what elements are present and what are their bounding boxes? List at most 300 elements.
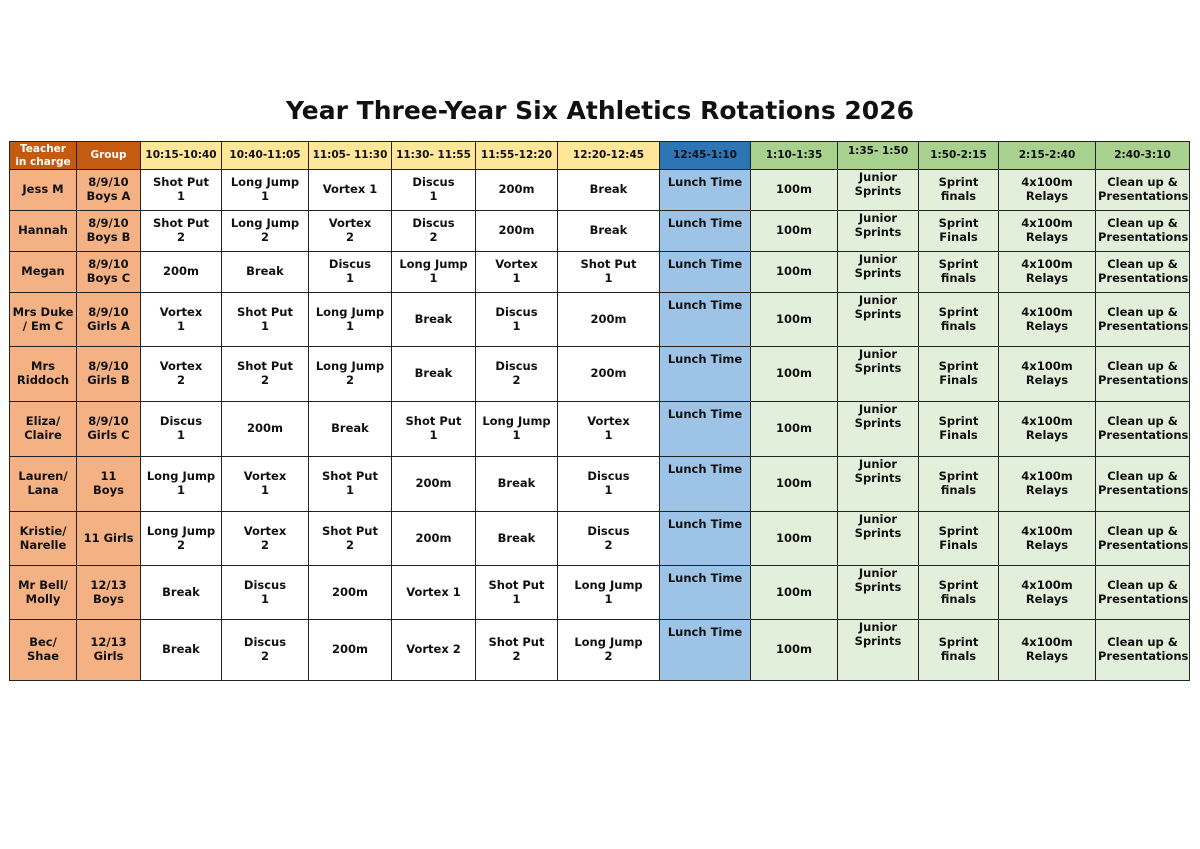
header-label: 11:55-12:20	[480, 149, 553, 162]
cell-junior-sprints-text: Junior Sprints	[854, 566, 902, 594]
cell-activity-text: Long Jump 1	[315, 304, 385, 333]
cell-activity-text: Discus 1	[412, 175, 455, 204]
cell-activity	[141, 252, 222, 293]
cell-activity	[392, 211, 476, 252]
cell-teacher-text: Bec/ Shae	[26, 635, 60, 664]
cell-100m-text: 100m	[776, 366, 812, 381]
cell-teacher	[10, 457, 77, 512]
cell-teacher	[10, 211, 77, 252]
cell-activity	[558, 293, 660, 347]
cell-activity	[558, 457, 660, 512]
cell-lunch-text: Lunch Time	[667, 257, 743, 272]
cell-relays-text: 4x100m Relays	[1021, 216, 1073, 245]
cell-junior-sprints-text: Junior Sprints	[854, 211, 902, 239]
cell-activity-text: Shot Put 2	[237, 359, 293, 388]
cell-junior-sprints	[838, 457, 919, 512]
cell-cleanup-text: Clean up & Presentations	[1098, 304, 1189, 333]
table-row	[10, 170, 1190, 211]
cell-junior-sprints-text: Junior Sprints	[854, 457, 902, 485]
cell-lunch	[660, 566, 751, 620]
cell-junior-sprints	[838, 347, 919, 402]
cell-group	[77, 402, 141, 457]
cell-activity-text: Vortex 1	[322, 182, 378, 197]
cell-lunch	[660, 252, 751, 293]
cell-teacher	[10, 512, 77, 566]
cell-activity-text: Break	[331, 421, 369, 436]
header-label: 2:40-3:10	[1114, 149, 1171, 162]
cell-cleanup	[1096, 566, 1190, 620]
cell-junior-sprints-text: Junior Sprints	[854, 252, 902, 280]
cell-junior-sprints	[838, 566, 919, 620]
cell-sprint-finals	[919, 170, 999, 211]
cell-teacher-text: Hannah	[18, 223, 68, 238]
header-junior-time	[838, 142, 919, 170]
cell-junior-sprints-text: Junior Sprints	[854, 512, 902, 540]
cell-activity-text: Vortex 2	[243, 523, 287, 552]
table-row	[10, 211, 1190, 252]
cell-teacher-text: Lauren/ Lana	[18, 469, 68, 498]
cell-teacher	[10, 566, 77, 620]
cell-group	[77, 566, 141, 620]
cell-100m-text: 100m	[776, 421, 812, 436]
cell-activity-text: Vortex 1	[587, 414, 630, 443]
cell-sprint-finals	[919, 211, 999, 252]
cell-teacher-text: Megan	[21, 264, 65, 279]
page-title: Year Three-Year Six Athletics Rotations 2026	[286, 96, 914, 125]
cell-activity	[392, 402, 476, 457]
header-slot-5	[476, 142, 558, 170]
cell-activity	[558, 252, 660, 293]
cell-activity-text: Shot Put 1	[405, 414, 462, 443]
cell-cleanup-text: Clean up & Presentations	[1098, 175, 1189, 204]
cell-cleanup	[1096, 620, 1190, 681]
cell-cleanup	[1096, 211, 1190, 252]
cell-activity	[309, 170, 392, 211]
cell-activity	[476, 620, 558, 681]
cell-group	[77, 512, 141, 566]
cell-group-text: 11 Girls	[83, 530, 134, 545]
cell-activity-text: 200m	[498, 182, 535, 197]
cell-cleanup	[1096, 512, 1190, 566]
cell-sprint-finals	[919, 252, 999, 293]
cell-activity-text: Break	[589, 182, 628, 197]
cell-100m-text: 100m	[776, 476, 812, 491]
cell-activity	[222, 457, 309, 512]
cell-junior-sprints	[838, 170, 919, 211]
cell-activity-text: Vortex 1	[243, 469, 287, 498]
cell-100m-text: 100m	[776, 223, 812, 238]
cell-activity-text: Discus 1	[587, 469, 630, 498]
cell-activity-text: Discus 1	[243, 577, 287, 606]
cell-cleanup	[1096, 170, 1190, 211]
cell-activity	[141, 566, 222, 620]
cell-sprint-finals-text: Sprint Finals	[938, 216, 979, 245]
header-slot-4	[392, 142, 476, 170]
cell-activity	[309, 457, 392, 512]
cell-100m	[751, 512, 838, 566]
cell-100m-text: 100m	[776, 182, 812, 197]
cell-sprint-finals	[919, 402, 999, 457]
table-row	[10, 566, 1190, 620]
cell-activity-text: Vortex 2	[328, 216, 372, 245]
cell-lunch-text: Lunch Time	[667, 625, 743, 640]
cell-sprint-finals	[919, 512, 999, 566]
cell-activity-text: Discus 2	[587, 523, 630, 552]
cell-relays-text: 4x100m Relays	[1021, 175, 1073, 204]
cell-activity-text: Long Jump 1	[230, 175, 300, 204]
cell-lunch-text: Lunch Time	[667, 407, 743, 422]
header-slot-3	[309, 142, 392, 170]
cell-teacher-text: Kristie/ Narelle	[19, 523, 67, 552]
cell-sprint-finals	[919, 566, 999, 620]
table-row	[10, 402, 1190, 457]
cell-sprint-finals	[919, 457, 999, 512]
cell-sprint-finals-text: Sprint Finals	[938, 414, 979, 443]
cell-sprint-finals-text: Sprint Finals	[938, 359, 979, 388]
cell-100m	[751, 402, 838, 457]
cell-activity	[222, 620, 309, 681]
cell-relays	[999, 252, 1096, 293]
cell-cleanup	[1096, 347, 1190, 402]
cell-cleanup-text: Clean up & Presentations	[1098, 577, 1189, 606]
cell-group-text: 11 Boys	[92, 469, 124, 498]
cell-sprint-finals-text: Sprint finals	[938, 175, 979, 204]
cell-lunch	[660, 293, 751, 347]
cell-activity	[141, 347, 222, 402]
header-label: 12:20-12:45	[572, 149, 645, 162]
cell-junior-sprints	[838, 402, 919, 457]
cell-lunch-text: Lunch Time	[667, 517, 743, 532]
cell-activity-text: Shot Put 1	[322, 469, 378, 498]
cell-activity	[476, 566, 558, 620]
cell-lunch-text: Lunch Time	[667, 216, 743, 231]
cell-activity-text: Break	[414, 311, 453, 326]
cell-group-text: 8/9/10 Girls A	[87, 304, 130, 333]
cell-100m-text: 100m	[776, 642, 812, 657]
cell-activity-text: 200m	[415, 530, 452, 545]
cell-100m-text: 100m	[776, 584, 812, 599]
cell-activity	[476, 457, 558, 512]
cell-100m	[751, 252, 838, 293]
header-sprint-time	[919, 142, 999, 170]
cell-sprint-finals	[919, 620, 999, 681]
cell-relays	[999, 211, 1096, 252]
cell-activity	[476, 170, 558, 211]
cell-activity-text: Shot Put 2	[153, 216, 209, 245]
header-group	[77, 142, 141, 170]
cell-activity-text: Discus 2	[243, 635, 287, 664]
header-slot-1	[141, 142, 222, 170]
cell-lunch	[660, 457, 751, 512]
cell-teacher-text: Mr Bell/ Molly	[18, 577, 68, 606]
cell-activity	[222, 402, 309, 457]
cell-cleanup-text: Clean up & Presentations	[1098, 257, 1189, 286]
cell-activity-text: Discus 1	[328, 257, 372, 286]
cell-relays-text: 4x100m Relays	[1021, 577, 1073, 606]
cell-activity-text: Long Jump 2	[230, 216, 300, 245]
cell-group-text: 8/9/10 Girls C	[87, 414, 130, 443]
cell-cleanup-text: Clean up & Presentations	[1098, 414, 1189, 443]
cell-activity-text: 200m	[163, 264, 199, 279]
cell-activity-text: 200m	[247, 421, 283, 436]
cell-activity-text: Vortex 1	[159, 304, 203, 333]
cell-activity	[309, 252, 392, 293]
table-body	[10, 170, 1190, 681]
cell-junior-sprints-text: Junior Sprints	[854, 402, 902, 430]
cell-activity-text: 200m	[590, 311, 627, 326]
cell-activity-text: Break	[246, 264, 284, 279]
cell-activity-text: Vortex 2	[406, 642, 461, 657]
cell-activity	[141, 211, 222, 252]
cell-activity	[392, 457, 476, 512]
cell-group-text: 8/9/10 Boys C	[86, 257, 131, 286]
table-row	[10, 512, 1190, 566]
cell-activity-text: Vortex 1	[406, 584, 461, 599]
cell-teacher	[10, 252, 77, 293]
cell-activity	[141, 293, 222, 347]
cell-group	[77, 620, 141, 681]
cell-activity	[476, 347, 558, 402]
cell-activity	[392, 293, 476, 347]
cell-lunch	[660, 402, 751, 457]
cell-activity	[558, 211, 660, 252]
cell-relays	[999, 402, 1096, 457]
cell-relays-text: 4x100m Relays	[1021, 257, 1073, 286]
cell-activity	[476, 293, 558, 347]
cell-teacher	[10, 402, 77, 457]
cell-100m	[751, 457, 838, 512]
cell-activity	[222, 293, 309, 347]
cell-activity	[222, 347, 309, 402]
cell-cleanup	[1096, 252, 1190, 293]
cell-sprint-finals-text: Sprint finals	[938, 304, 979, 333]
cell-lunch	[660, 211, 751, 252]
cell-100m-text: 100m	[776, 264, 812, 279]
cell-cleanup-text: Clean up & Presentations	[1098, 635, 1189, 664]
cell-sprint-finals-text: Sprint finals	[938, 635, 979, 664]
cell-activity-text: Break	[589, 223, 628, 238]
cell-activity-text: Vortex 2	[159, 359, 203, 388]
header-label: 1:10-1:35	[765, 149, 823, 162]
cell-group	[77, 347, 141, 402]
header-teacher	[10, 142, 77, 170]
cell-activity-text: Discus 2	[495, 359, 538, 388]
cell-activity	[558, 402, 660, 457]
cell-group-text: 8/9/10 Boys B	[86, 216, 131, 245]
cell-activity-text: Long Jump 2	[315, 359, 385, 388]
cell-junior-sprints-text: Junior Sprints	[854, 347, 902, 375]
cell-activity-text: Long Jump 2	[146, 523, 216, 552]
header-cleanup-time	[1096, 142, 1190, 170]
cell-lunch-text: Lunch Time	[667, 462, 743, 477]
cell-relays	[999, 566, 1096, 620]
cell-sprint-finals-text: Sprint Finals	[938, 523, 979, 552]
cell-activity	[222, 211, 309, 252]
cell-activity	[558, 170, 660, 211]
cell-activity-text: Shot Put 1	[153, 175, 209, 204]
cell-group	[77, 211, 141, 252]
cell-activity	[392, 512, 476, 566]
cell-relays	[999, 512, 1096, 566]
cell-lunch	[660, 170, 751, 211]
cell-100m	[751, 566, 838, 620]
cell-lunch-text: Lunch Time	[667, 352, 743, 367]
cell-activity	[309, 402, 392, 457]
cell-100m	[751, 211, 838, 252]
cell-activity-text: Break	[162, 584, 200, 599]
cell-group	[77, 170, 141, 211]
header-label: 2:15-2:40	[1018, 149, 1076, 162]
cell-sprint-finals-text: Sprint finals	[938, 469, 979, 498]
cell-lunch	[660, 620, 751, 681]
table-row	[10, 293, 1190, 347]
cell-relays	[999, 293, 1096, 347]
cell-junior-sprints-text: Junior Sprints	[854, 620, 902, 648]
cell-activity	[141, 402, 222, 457]
cell-activity	[141, 620, 222, 681]
table-row	[10, 457, 1190, 512]
cell-cleanup	[1096, 457, 1190, 512]
cell-activity-text: Long Jump 1	[399, 257, 468, 286]
cell-relays	[999, 620, 1096, 681]
table-row	[10, 620, 1190, 681]
cell-teacher-text: Mrs Duke / Em C	[12, 304, 74, 333]
cell-100m	[751, 347, 838, 402]
cell-activity	[141, 170, 222, 211]
header-label: 1:35- 1:50	[847, 145, 909, 157]
header-label: 10:40-11:05	[229, 149, 301, 162]
cell-relays-text: 4x100m Relays	[1021, 414, 1073, 443]
header-slot-2	[222, 142, 309, 170]
cell-100m	[751, 620, 838, 681]
cell-relays	[999, 170, 1096, 211]
cell-activity	[309, 512, 392, 566]
cell-activity-text: Break	[414, 366, 453, 381]
cell-activity	[141, 512, 222, 566]
cell-activity	[476, 402, 558, 457]
cell-relays-text: 4x100m Relays	[1021, 359, 1073, 388]
cell-junior-sprints-text: Junior Sprints	[854, 170, 902, 198]
header-label: Group	[90, 149, 127, 162]
cell-group-text: 8/9/10 Boys A	[86, 175, 131, 204]
cell-activity-text: Shot Put 1	[488, 577, 545, 606]
cell-activity-text: Shot Put 2	[488, 635, 545, 664]
cell-group	[77, 252, 141, 293]
cell-activity-text: Shot Put 1	[237, 304, 293, 333]
cell-activity-text: Long Jump 1	[146, 469, 216, 498]
cell-cleanup-text: Clean up & Presentations	[1098, 469, 1189, 498]
cell-teacher-text: Jess M	[22, 182, 64, 197]
header-label: 11:30- 11:55	[396, 149, 471, 162]
cell-activity-text: Shot Put 1	[580, 257, 637, 286]
cell-group-text: 8/9/10 Girls B	[87, 359, 130, 388]
cell-sprint-finals	[919, 347, 999, 402]
cell-teacher-text: Eliza/ Claire	[24, 414, 62, 443]
cell-activity-text: Break	[162, 642, 200, 657]
cell-group	[77, 293, 141, 347]
cell-activity-text: Long Jump 2	[574, 635, 643, 664]
cell-junior-sprints	[838, 252, 919, 293]
cell-lunch-text: Lunch Time	[667, 175, 743, 190]
cell-activity-text: 200m	[590, 366, 627, 381]
cell-relays-text: 4x100m Relays	[1021, 469, 1073, 498]
cell-group	[77, 457, 141, 512]
header-lunch	[660, 142, 751, 170]
cell-junior-sprints	[838, 211, 919, 252]
cell-activity	[476, 252, 558, 293]
cell-activity	[309, 566, 392, 620]
cell-activity-text: 200m	[498, 223, 535, 238]
cell-activity	[558, 512, 660, 566]
cell-relays-text: 4x100m Relays	[1021, 523, 1073, 552]
cell-activity	[309, 211, 392, 252]
cell-activity	[392, 566, 476, 620]
cell-100m	[751, 293, 838, 347]
cell-activity-text: Discus 1	[159, 414, 203, 443]
cell-activity	[309, 347, 392, 402]
cell-activity-text: 200m	[415, 476, 452, 491]
cell-activity-text: Discus 2	[412, 216, 455, 245]
header-label: 11:05- 11:30	[312, 149, 388, 162]
cell-activity	[558, 347, 660, 402]
cell-lunch-text: Lunch Time	[667, 298, 743, 313]
cell-activity	[392, 347, 476, 402]
cell-relays-text: 4x100m Relays	[1021, 635, 1073, 664]
cell-activity	[476, 211, 558, 252]
header-relay-time	[999, 142, 1096, 170]
cell-relays	[999, 347, 1096, 402]
cell-cleanup-text: Clean up & Presentations	[1098, 523, 1189, 552]
cell-sprint-finals-text: Sprint finals	[938, 577, 979, 606]
header-label: 1:50-2:15	[930, 149, 987, 162]
cell-activity-text: Long Jump 1	[482, 414, 551, 443]
cell-cleanup-text: Clean up & Presentations	[1098, 216, 1189, 245]
cell-activity-text: Break	[497, 530, 536, 545]
cell-activity-text: Shot Put 2	[322, 523, 378, 552]
header-label: 12:45-1:10	[673, 149, 737, 162]
cell-lunch	[660, 512, 751, 566]
cell-activity	[309, 620, 392, 681]
cell-sprint-finals-text: Sprint finals	[938, 257, 979, 286]
cell-teacher-text: Mrs Riddoch	[16, 359, 70, 388]
cell-activity	[222, 512, 309, 566]
cell-junior-sprints	[838, 512, 919, 566]
header-slot-6	[558, 142, 660, 170]
cell-relays-text: 4x100m Relays	[1021, 304, 1073, 333]
cell-activity	[558, 566, 660, 620]
cell-activity	[476, 512, 558, 566]
cell-teacher	[10, 293, 77, 347]
cell-100m-text: 100m	[776, 311, 812, 326]
cell-activity	[392, 620, 476, 681]
cell-activity-text: Long Jump 1	[574, 577, 643, 606]
header-label: 10:15-10:40	[145, 149, 217, 162]
cell-cleanup	[1096, 293, 1190, 347]
cell-teacher	[10, 347, 77, 402]
cell-activity-text: Break	[497, 476, 536, 491]
cell-activity	[558, 620, 660, 681]
rotation-table	[9, 141, 1190, 681]
cell-relays	[999, 457, 1096, 512]
cell-junior-sprints	[838, 293, 919, 347]
cell-activity-text: 200m	[332, 642, 368, 657]
cell-cleanup-text: Clean up & Presentations	[1098, 359, 1189, 388]
cell-activity-text: Discus 1	[495, 304, 538, 333]
cell-activity	[309, 293, 392, 347]
cell-activity	[141, 457, 222, 512]
cell-teacher	[10, 170, 77, 211]
cell-activity	[392, 252, 476, 293]
